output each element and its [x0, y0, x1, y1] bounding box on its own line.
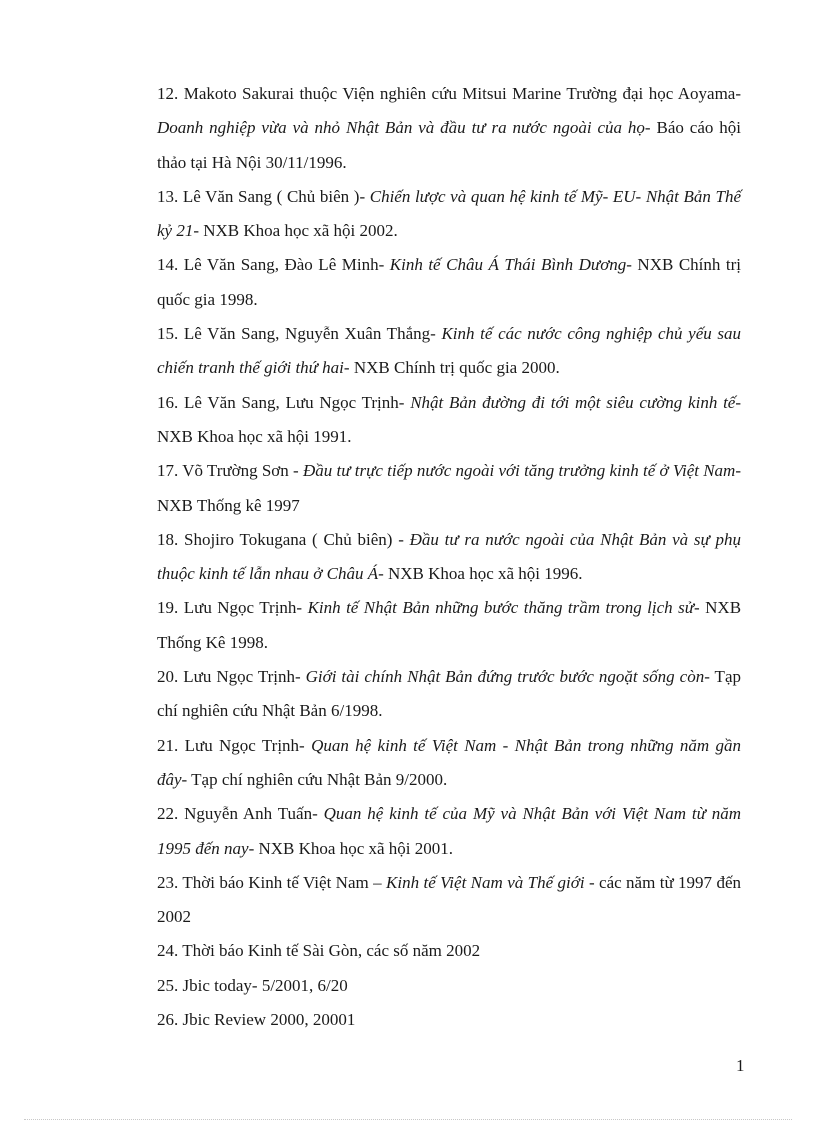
reference-item: 21. Lưu Ngọc Trịnh- Quan hệ kinh tế Việt Nam - Nhật Bản trong những năm gần đây- Tạp chí nghiên cứu Nhật Bản 9/2000. — [157, 735, 742, 789]
reference-item: 26. Jbic Review 2000, 20001 — [157, 1010, 356, 1030]
reference-item: 20. Lưu Ngọc Trịnh- Giới tài chính Nhật Bản đứng trước bước ngoặt sống còn- Tạp chí nghiên cứu Nhật Bản 6/1998. — [157, 667, 741, 721]
reference-item: 25. Jbic today- 5/2001, 6/20 — [157, 975, 348, 995]
reference-item: 18. Shojiro Tokugana ( Chủ biên) - Đầu tư ra nước ngoài của Nhật Bản và sự phụ thuộc kinh tế lẫn nhau ở Châu Á- NXB Khoa học xã hội 1996. — [157, 529, 742, 584]
reference-list — [157, 77, 741, 1037]
footer-divider — [24, 1119, 792, 1120]
reference-item: 15. Lê Văn Sang, Nguyễn Xuân Thắng- Kinh tế các nước công nghiệp chủ yếu sau chiến tranh thế giới thứ hai- NXB Chính trị quốc gia 2000. — [157, 324, 742, 378]
reference-item: 16. Lê Văn Sang, Lưu Ngọc Trịnh- Nhật Bản đường đi tới một siêu cường kinh tế- NXB Khoa học xã hội 1991. — [157, 392, 742, 446]
reference-item: 22. Nguyễn Anh Tuấn- Quan hệ kinh tế của Mỹ và Nhật Bản với Việt Nam từ năm 1995 đến nay- NXB Khoa học xã hội 2001. — [157, 804, 742, 858]
reference-item: 14. Lê Văn Sang, Đào Lê Minh- Kinh tế Châu Á Thái Bình Dương- NXB Chính trị quốc gia 1998. — [157, 255, 742, 309]
reference-item: 24. Thời báo Kinh tế Sài Gòn, các số năm 2002 — [157, 941, 481, 961]
reference-item: 17. Võ Trường Sơn - Đầu tư trực tiếp nước ngoài với tăng trưởng kinh tế ở Việt Nam- NXB Thống kê 1997 — [157, 461, 742, 515]
page-number: 1 — [736, 1056, 745, 1075]
reference-item: 12. Makoto Sakurai thuộc Viện nghiên cứu Mitsui Marine Trường đại học Aoyama- Doanh nghiệp vừa và nhỏ Nhật Bản và đầu tư ra nước ngoài của họ- Báo cáo hội thảo tại Hà Nội 30/11/1996. — [157, 84, 742, 172]
reference-item: 13. Lê Văn Sang ( Chủ biên )- Chiến lược và quan hệ kinh tế Mỹ- EU- Nhật Bản Thế kỷ 21- NXB Khoa học xã hội 2002. — [157, 186, 741, 241]
reference-item: 23. Thời báo Kinh tế Việt Nam – Kinh tế Việt Nam và Thế giới - các năm từ 1997 đến 2002 — [157, 872, 741, 927]
reference-item: 19. Lưu Ngọc Trịnh- Kinh tế Nhật Bản những bước thăng trầm trong lịch sử- NXB Thống Kê 1998. — [157, 598, 742, 652]
